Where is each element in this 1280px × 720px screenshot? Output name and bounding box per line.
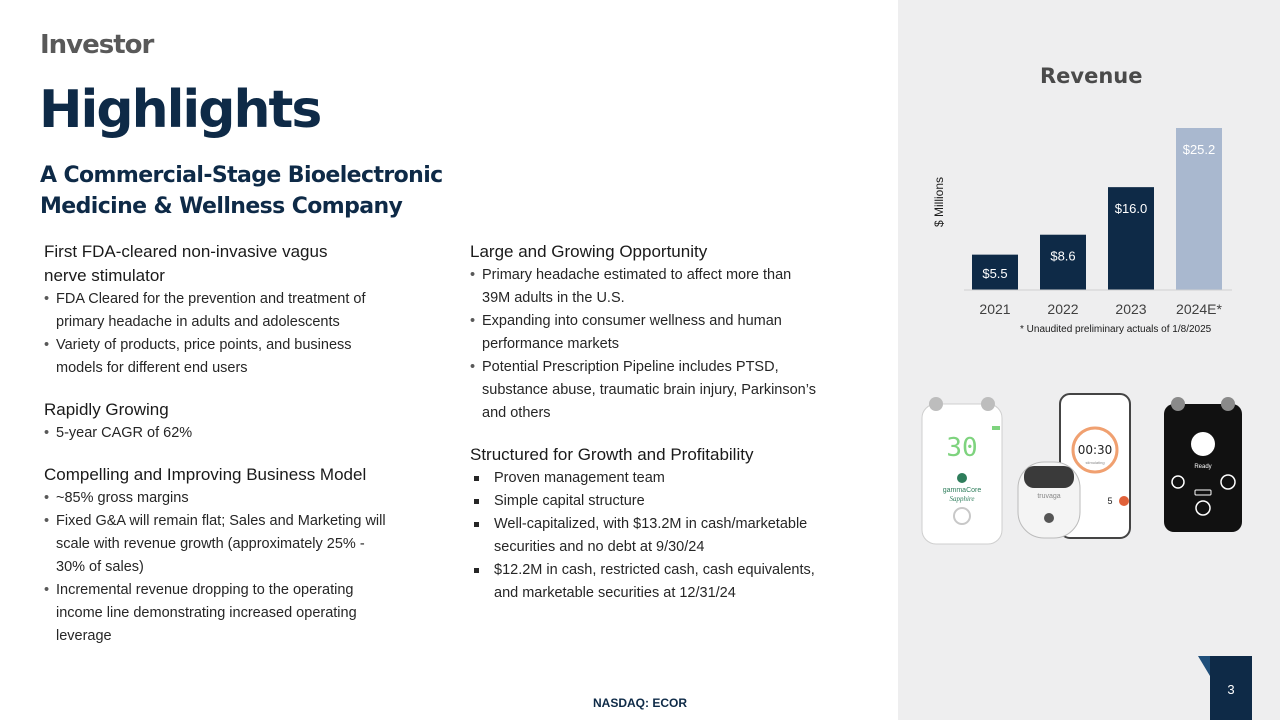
x-tick-2024E*: 2024E* [1176, 301, 1222, 317]
subtitle-line-2: Medicine & Wellness Company [40, 194, 403, 219]
bullet-line: • Incremental revenue dropping to the operating [56, 582, 354, 598]
data-label-2021: $5.5 [982, 266, 1008, 282]
page-number-box [1210, 656, 1252, 720]
bullet-line: • ~85% gross margins [56, 490, 189, 506]
bullet-list-growing [44, 422, 444, 445]
list-item [470, 467, 870, 490]
device-brand-subtext: Sapphire [949, 495, 975, 503]
list-item [44, 288, 444, 334]
bullet-line: Well-capitalized, with $13.2M in cash/marketable [494, 516, 808, 532]
bullet-line: • 5-year CAGR of 62% [56, 425, 193, 441]
bullet-line: scale with revenue growth (approximately 25% - [56, 536, 365, 552]
bullet-list-opportunity [470, 264, 870, 425]
subtitle-line-1: A Commercial-Stage Bioelectronic [40, 163, 443, 188]
list-item [44, 510, 444, 579]
y-axis-label: $ Millions [932, 176, 946, 228]
list-item [44, 334, 444, 380]
phone-count: 5 [1107, 496, 1113, 506]
list-item [470, 513, 870, 559]
bullet-line: models for different end users [56, 360, 248, 376]
bullet-list-business-model [44, 487, 444, 648]
bullet-line: leverage [56, 628, 112, 644]
list-item [470, 264, 870, 310]
bullet-list-structured [470, 467, 870, 605]
bullet-line: primary headache in adults and adolescents [56, 314, 340, 330]
list-item [44, 487, 444, 510]
truvaga-device-image [1018, 462, 1080, 538]
footer-exchange: NASDAQ: ECOR [592, 696, 687, 710]
bullet-line: Simple capital structure [494, 493, 645, 509]
bullet-line: 39M adults in the U.S. [482, 290, 625, 306]
section-title-opportunity: Large and Growing Opportunity [470, 242, 708, 261]
chart-title: Revenue [1040, 64, 1143, 88]
section-title-fda [44, 240, 444, 288]
bullet-line: • Expanding into consumer wellness and human [482, 313, 782, 329]
bullet-line: and marketable securities at 12/31/24 [494, 585, 736, 601]
section-title-structured: Structured for Growth and Profitability [470, 445, 754, 464]
bullet-line: • Fixed G&A will remain flat; Sales and Marketing will [56, 513, 386, 529]
chart-footnote: * Unaudited preliminary actuals of 1/8/2025 [1020, 324, 1212, 335]
bullet-line: 30% of sales) [56, 559, 144, 575]
bullet-line: securities and no debt at 9/30/24 [494, 539, 705, 555]
round-device-brand: truvaga [1037, 493, 1061, 500]
list-item [470, 310, 870, 356]
bullet-line: $12.2M in cash, restricted cash, cash equivalents, [494, 562, 815, 578]
bullet-list-fda [44, 288, 444, 380]
x-tick-2023: 2023 [1115, 301, 1147, 317]
data-label-2024E*: $25.2 [1182, 142, 1216, 157]
list-item [44, 579, 444, 648]
bars-layer [972, 128, 1223, 317]
phone-timer: 00:30 [1077, 443, 1113, 457]
list-item [470, 490, 870, 513]
bullet-line: • FDA Cleared for the prevention and treatment of [56, 291, 366, 307]
black-stimulator-device-image [1164, 397, 1242, 532]
title-highlights: Highlights [39, 80, 321, 140]
bullet-line: income line demonstrating increased operating [56, 605, 357, 621]
bullet-line: and others [482, 405, 551, 421]
section-title-growing: Rapidly Growing [44, 400, 169, 419]
bullet-line: • Variety of products, price points, and business [56, 337, 352, 353]
device-time-readout: 30 [946, 433, 978, 463]
bullet-line: performance markets [482, 336, 619, 352]
data-label-2022: $8.6 [1050, 248, 1076, 264]
data-label-2023: $16.0 [1114, 201, 1148, 217]
gammacore-device-image [922, 397, 1002, 544]
device-brand-text: gammaCore [942, 487, 982, 494]
section-title-line: First FDA-cleared non-invasive vagus [44, 242, 328, 261]
revenue-bar-chart [920, 100, 1250, 322]
section-title-business-model: Compelling and Improving Business Model [44, 465, 367, 484]
bullet-line: substance abuse, traumatic brain injury, Parkinson’s [482, 382, 816, 398]
x-tick-2022: 2022 [1047, 301, 1079, 317]
phone-subtext: stimulating [1085, 460, 1105, 465]
bullet-line: • Potential Prescription Pipeline includes PTSD, [482, 359, 779, 375]
bullet-line: Proven management team [494, 470, 665, 486]
subtitle [40, 160, 443, 222]
list-item [470, 356, 870, 425]
bullet-line: • Primary headache estimated to affect more than [482, 267, 792, 283]
title-investor: Investor [40, 30, 154, 60]
page-number-accent [1198, 656, 1210, 676]
section-title-line: nerve stimulator [44, 266, 165, 285]
middle-column [470, 240, 870, 605]
list-item [44, 422, 444, 445]
left-column [44, 240, 444, 648]
device-status-text: Ready [1194, 464, 1212, 470]
x-tick-2021: 2021 [979, 301, 1011, 317]
page-number: 3 [1227, 682, 1235, 697]
list-item [470, 559, 870, 605]
devices-illustration [910, 390, 1250, 550]
